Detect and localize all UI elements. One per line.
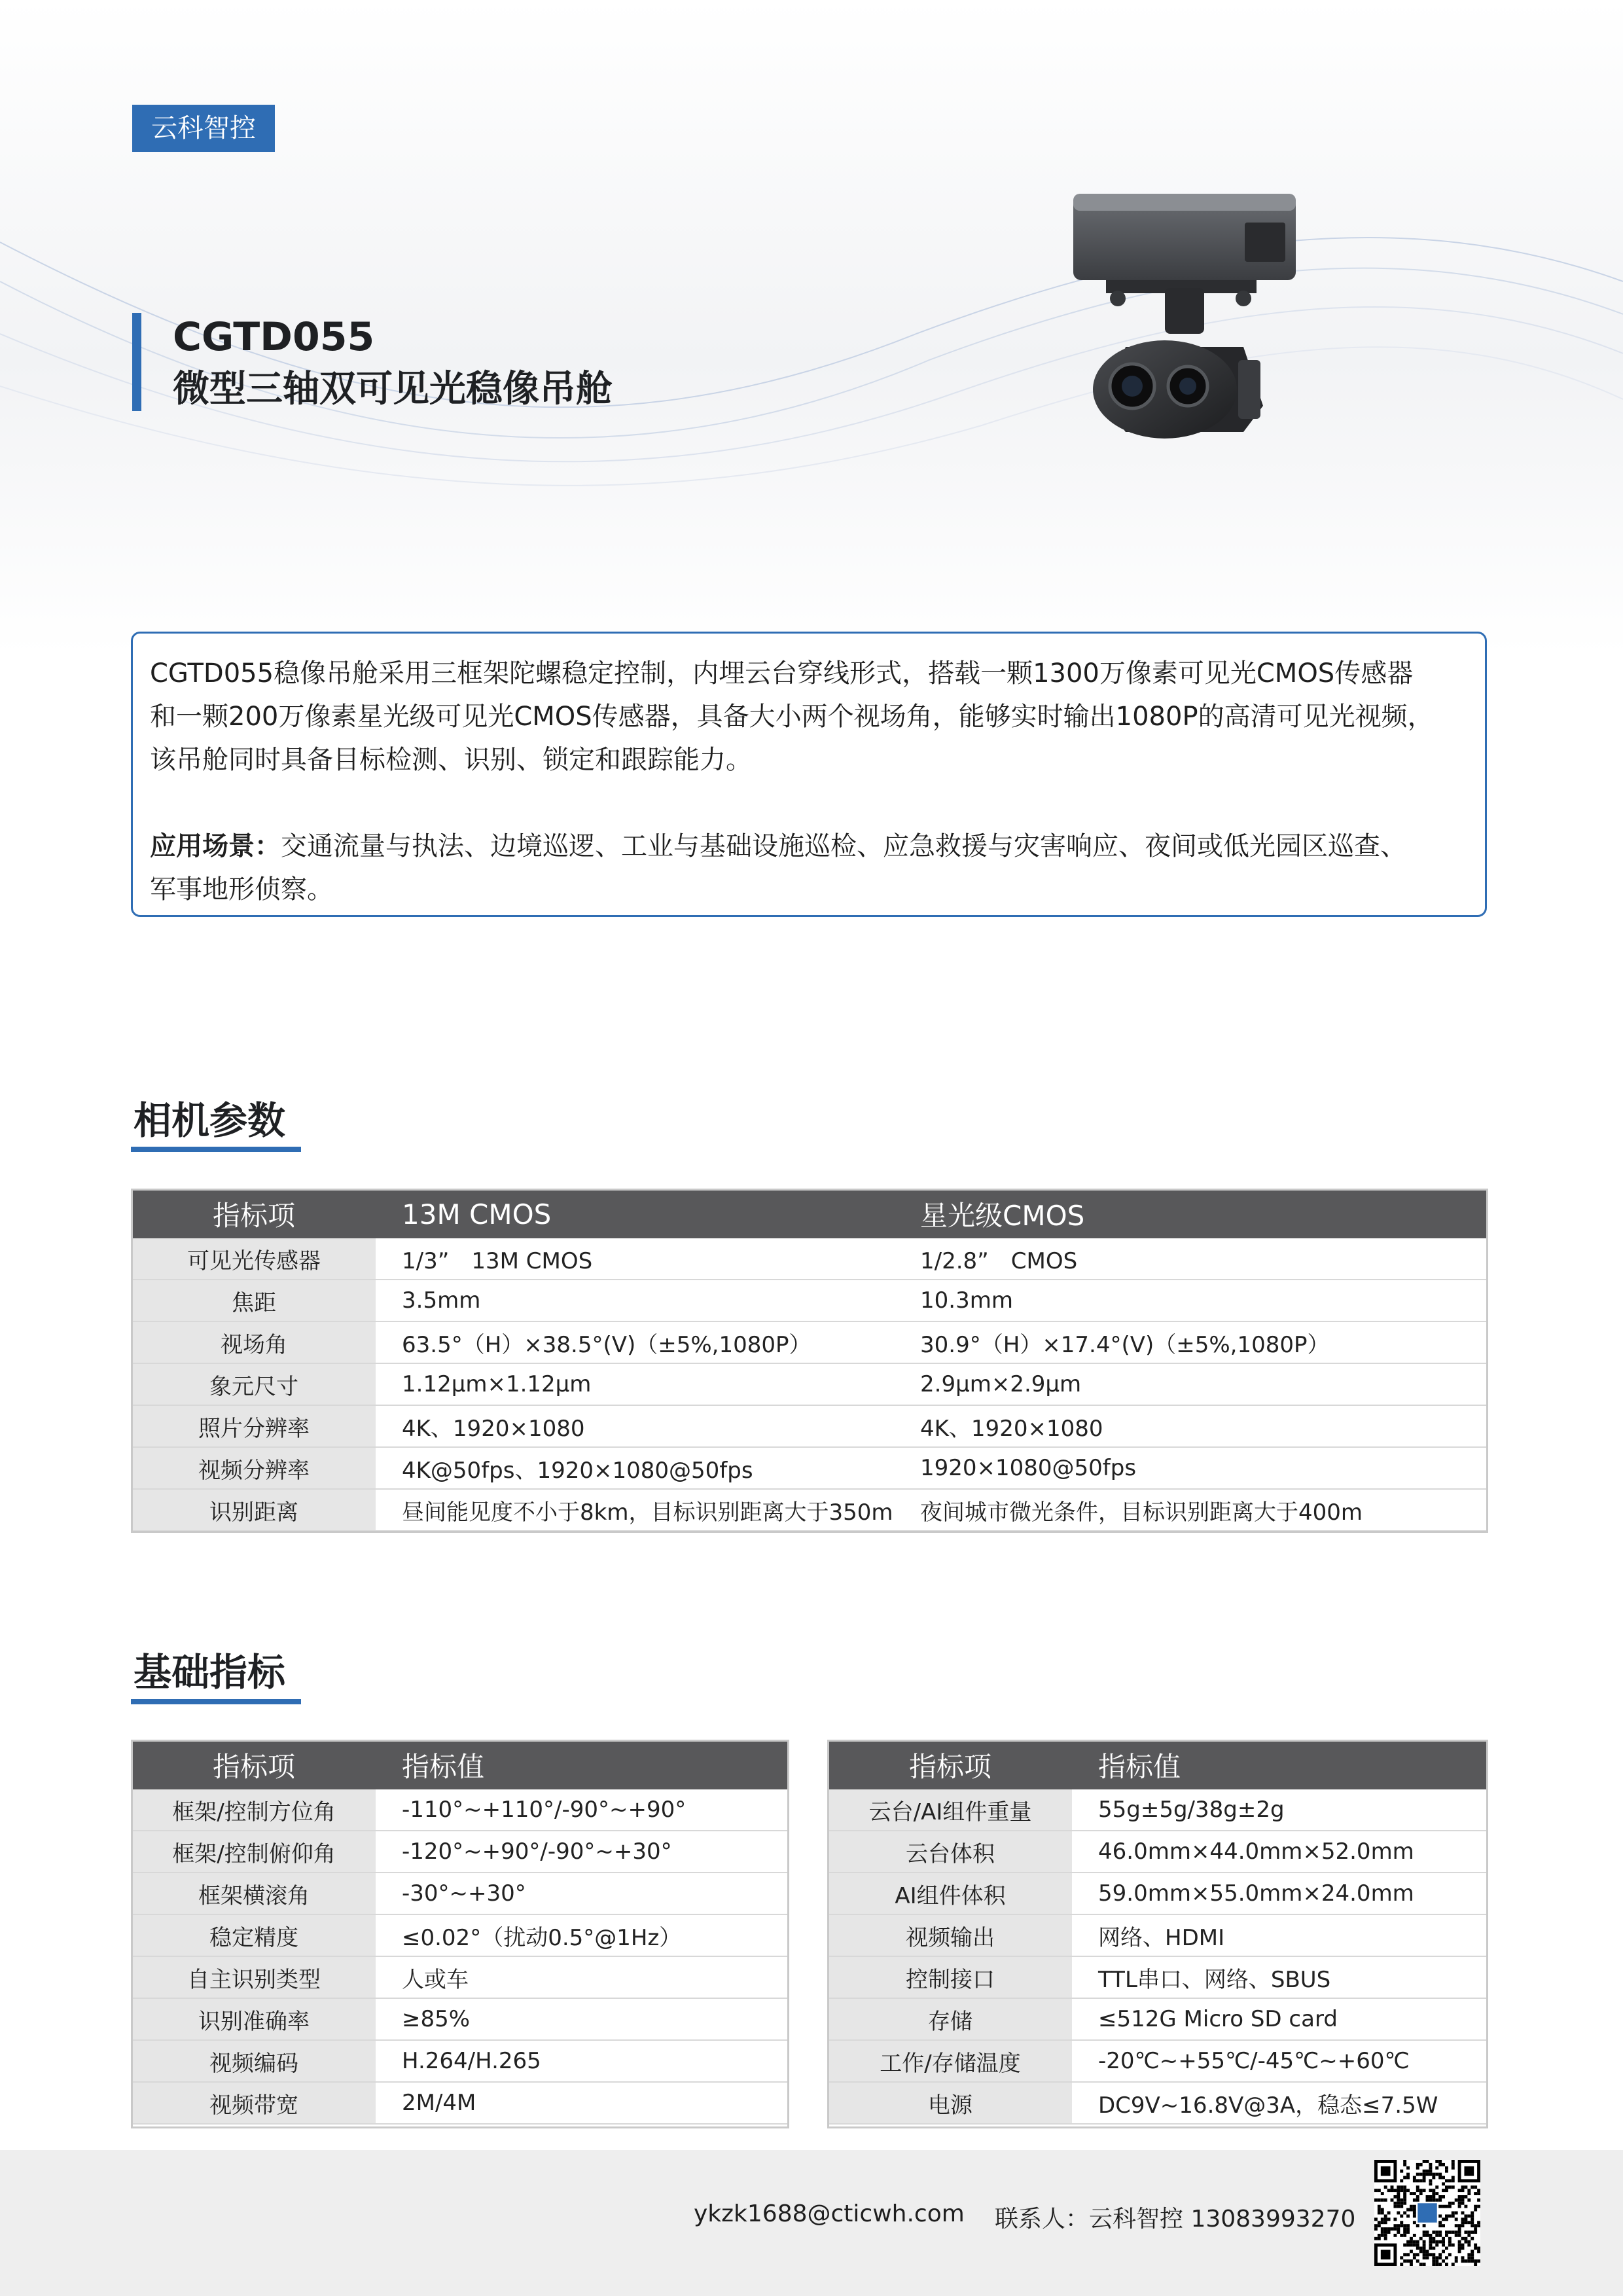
application-line-1 [150,825,1468,868]
table-row [829,1956,1487,1998]
intro-line-3: 该吊舱同时具备目标检测、识别、锁定和跟踪能力。 [150,745,752,775]
spec-value: ≥85% [376,1998,788,2040]
spec-label: 识别准确率 [132,1998,376,2040]
spec-value: 4K@50fps、1920×1080@50fps [376,1447,894,1489]
gimbal-camera-image [1067,190,1302,452]
table-row [132,2082,788,2124]
table-row [132,1789,788,1831]
spec-value: ≤0.02°（扰动0.5°@1Hz） [376,1914,788,1956]
footer-contact: 联系人：云科智控 13083993270 [995,2206,1356,2233]
spec-value: 1.12μm×1.12μm [376,1363,894,1405]
spec-label: 视频分辨率 [132,1447,376,1489]
spec-label: 视频编码 [132,2040,376,2082]
column-header: 星光级CMOS [894,1190,1487,1238]
spec-value: ≤512G Micro SD card [1072,1998,1487,2040]
spec-value: 59.0mm×55.0mm×24.0mm [1072,1873,1487,1914]
table-row [829,1789,1487,1831]
basic-right-body [829,1789,1487,2124]
spec-label: 控制接口 [829,1956,1072,1998]
basic-section-underline [131,1699,301,1704]
basic-section-title: 基础指标 [134,1650,286,1695]
spec-value: 1/3” 13M CMOS [376,1238,894,1280]
spec-label: 云台体积 [829,1831,1072,1873]
table-row [132,1489,1487,1531]
spec-value: 昼间能见度不小于8km，目标识别距离大于350m [376,1489,894,1531]
intro-line-2: 和一颗200万像素星光级可见光CMOS传感器，具备大小两个视场角，能够实时输出1080P的高清可见光视频， [150,702,1434,732]
table-row [829,2082,1487,2124]
table-row [829,1831,1487,1873]
spec-value: 1/2.8” CMOS [894,1238,1487,1280]
footer-email[interactable]: ykzk1688@cticwh.com [694,2200,965,2227]
spec-value: DC9V~16.8V@3A，稳态≤7.5W [1072,2082,1487,2124]
spec-value: -120°~+90°/-90°~+30° [376,1831,788,1873]
spec-label: 框架横滚角 [132,1873,376,1914]
basic-specs-left-table [132,1741,788,2125]
table-row [132,1405,1487,1447]
table-row [132,1831,788,1873]
column-header: 指标项 [132,1741,376,1789]
basic-left-body [132,1789,788,2124]
title-accent-bar [132,313,141,411]
spec-label: 电源 [829,2082,1072,2124]
application-text-1: 交通流量与执法、边境巡逻、工业与基础设施巡检、应急救援与灾害响应、夜间或低光园区巡查、 [281,831,1406,861]
spec-value: 2M/4M [376,2082,788,2124]
spec-value: 网络、HDMI [1072,1914,1487,1956]
basic-left-header [132,1741,788,1789]
spec-label: 视场角 [132,1321,376,1363]
spec-value: 10.3mm [894,1280,1487,1321]
table-row [132,1956,788,1998]
product-code: CGTD055 [173,314,375,360]
product-name: 微型三轴双可见光稳像吊舱 [173,368,613,410]
table-row [132,1998,788,2040]
spec-value: 30.9°（H）×17.4°(V)（±5%,1080P） [894,1321,1487,1363]
camera-table-header [132,1190,1487,1238]
column-header: 指标值 [1072,1741,1487,1789]
qr-code-icon[interactable] [1374,2160,1480,2266]
spec-value: -20℃~+55℃/-45℃~+60℃ [1072,2040,1487,2082]
spec-label: 框架/控制俯仰角 [132,1831,376,1873]
application-label: 应用场景： [150,831,281,861]
spec-label: 照片分辨率 [132,1405,376,1447]
spec-value: 2.9μm×2.9μm [894,1363,1487,1405]
spec-value: H.264/H.265 [376,2040,788,2082]
spec-value: 4K、1920×1080 [376,1405,894,1447]
table-row [132,1873,788,1914]
spec-label: 视频输出 [829,1914,1072,1956]
spec-value: 46.0mm×44.0mm×52.0mm [1072,1831,1487,1873]
application-line-2: 军事地形侦察。 [150,874,333,905]
spec-value: -30°~+30° [376,1873,788,1914]
table-row [829,1998,1487,2040]
camera-table-body [132,1238,1487,1531]
spec-label: 视频带宽 [132,2082,376,2124]
camera-section-underline [131,1147,301,1152]
spec-label: 稳定精度 [132,1914,376,1956]
spec-label: AI组件体积 [829,1873,1072,1914]
spec-value: 55g±5g/38g±2g [1072,1789,1487,1831]
table-row [132,1280,1487,1321]
basic-specs-right-table [829,1741,1487,2125]
spec-value: 1920×1080@50fps [894,1447,1487,1489]
spec-label: 云台/AI组件重量 [829,1789,1072,1831]
spec-value: TTL串口、网络、SBUS [1072,1956,1487,1998]
spec-value: 4K、1920×1080 [894,1405,1487,1447]
table-row [132,1363,1487,1405]
spec-value: 人或车 [376,1956,788,1998]
column-header: 指标值 [376,1741,788,1789]
column-header: 13M CMOS [376,1190,894,1238]
brand-badge: 云科智控 [132,105,275,152]
table-row [132,1447,1487,1489]
spec-label: 工作/存储温度 [829,2040,1072,2082]
table-row [829,1873,1487,1914]
spec-label: 焦距 [132,1280,376,1321]
spec-label: 存储 [829,1998,1072,2040]
table-row [132,1321,1487,1363]
table-row [829,2040,1487,2082]
spec-label: 可见光传感器 [132,1238,376,1280]
table-row [132,1914,788,1956]
spec-label: 象元尺寸 [132,1363,376,1405]
column-header: 指标项 [132,1190,376,1238]
table-row [132,1238,1487,1280]
spec-value: 63.5°（H）×38.5°(V)（±5%,1080P） [376,1321,894,1363]
spec-label: 自主识别类型 [132,1956,376,1998]
camera-params-table [132,1190,1487,1532]
spec-value: -110°~+110°/-90°~+90° [376,1789,788,1831]
basic-right-header [829,1741,1487,1789]
column-header: 指标项 [829,1741,1072,1789]
camera-section-title: 相机参数 [134,1098,286,1143]
table-row [829,1914,1487,1956]
intro-line-1: CGTD055稳像吊舱采用三框架陀螺稳定控制，内埋云台穿线形式，搭载一颗1300万像素可见光CMOS传感器 [150,658,1414,689]
spec-value: 夜间城市微光条件，目标识别距离大于400m [894,1489,1487,1531]
intro-box [131,632,1487,917]
spec-label: 框架/控制方位角 [132,1789,376,1831]
table-row [132,2040,788,2082]
spec-value: 3.5mm [376,1280,894,1321]
spec-label: 识别距离 [132,1489,376,1531]
